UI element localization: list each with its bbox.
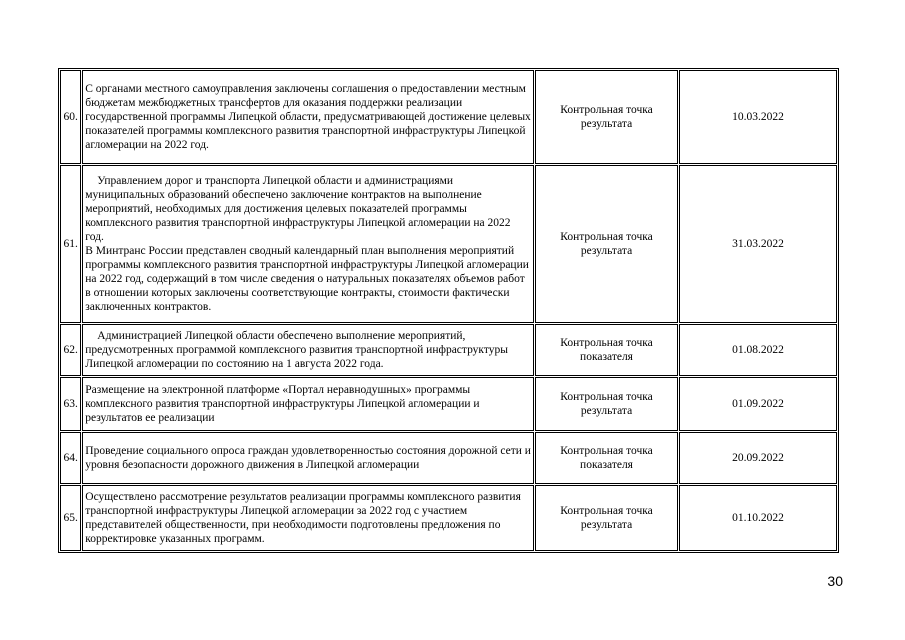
table-row bbox=[60, 485, 837, 551]
description-paragraph: Проведение социального опроса граждан удовлетворенностью состояния дорожной сети и уровня безопасности дорожного движения в Липецкой агломерации bbox=[85, 445, 531, 471]
row-date: 01.08.2022 bbox=[679, 324, 837, 376]
row-number: 62. bbox=[60, 324, 81, 376]
row-date: 20.09.2022 bbox=[679, 432, 837, 484]
table-row bbox=[60, 432, 837, 484]
row-type: Контрольная точка показателя bbox=[535, 324, 678, 376]
table-row bbox=[60, 165, 837, 323]
row-description bbox=[82, 485, 534, 551]
row-description bbox=[82, 165, 534, 323]
row-description bbox=[82, 432, 534, 484]
row-date: 10.03.2022 bbox=[679, 70, 837, 164]
description-paragraph: Размещение на электронной платформе «Портал неравнодушных» программы комплексного развития транспортной инфраструктуры Липецкой агломерации и результатов ее реализации bbox=[85, 384, 480, 424]
row-description bbox=[82, 324, 534, 376]
description-paragraph: В Минтранс России представлен сводный календарный план выполнения мероприятий программы комплексного развития транспортной инфраструктуры Липецкой агломерации на 2022 год, содержащий в том числе сведения о натуральных показателях объемов работ в отношении которых заключены соответствующие контракты, стоимости фактически заключенных контрактов. bbox=[85, 245, 529, 313]
table-row bbox=[60, 377, 837, 431]
description-paragraph: С органами местного самоуправления заключены соглашения о предоставлении местным бюджетам межбюджетных трансфертов для оказания поддержки реализации государственной программы Липецкой области, предусматривающей достижение целевых показателей программы комплексного развития транспортной инфраструктуры Липецкой агломерации на 2022 год. bbox=[85, 83, 531, 151]
table-row bbox=[60, 324, 837, 376]
row-number: 60. bbox=[60, 70, 81, 164]
page-number: 30 bbox=[827, 573, 843, 589]
row-type: Контрольная точка результата bbox=[535, 485, 678, 551]
row-number: 64. bbox=[60, 432, 81, 484]
row-type: Контрольная точка результата bbox=[535, 377, 678, 431]
control-points-table bbox=[58, 68, 839, 553]
row-type: Контрольная точка результата bbox=[535, 165, 678, 323]
row-number: 63. bbox=[60, 377, 81, 431]
row-date: 01.10.2022 bbox=[679, 485, 837, 551]
row-number: 65. bbox=[60, 485, 81, 551]
row-date: 31.03.2022 bbox=[679, 165, 837, 323]
row-date: 01.09.2022 bbox=[679, 377, 837, 431]
row-description bbox=[82, 70, 534, 164]
row-type: Контрольная точка показателя bbox=[535, 432, 678, 484]
table-row bbox=[60, 70, 837, 164]
description-paragraph: Осуществлено рассмотрение результатов реализации программы комплексного развития транспортной инфраструктуры Липецкой агломерации за 2022 год с участием представителей общественности, при необходимости подготовлены предложения по корректировке указанных программ. bbox=[85, 491, 521, 545]
row-number: 61. bbox=[60, 165, 81, 323]
description-paragraph: Управлением дорог и транспорта Липецкой области и администрациями муниципальных образований обеспечено заключение контрактов на выполнение мероприятий, необходимых для достижения целевых показателей программы комплексного развития транспортной инфраструктуры Липецкой агломерации на 2022 год. bbox=[85, 175, 511, 243]
description-paragraph: Администрацией Липецкой области обеспечено выполнение мероприятий, предусмотренных программой комплексного развития транспортной инфраструктуры Липецкой агломерации по состоянию на 1 августа 2022 года. bbox=[85, 330, 508, 370]
row-type: Контрольная точка результата bbox=[535, 70, 678, 164]
row-description bbox=[82, 377, 534, 431]
